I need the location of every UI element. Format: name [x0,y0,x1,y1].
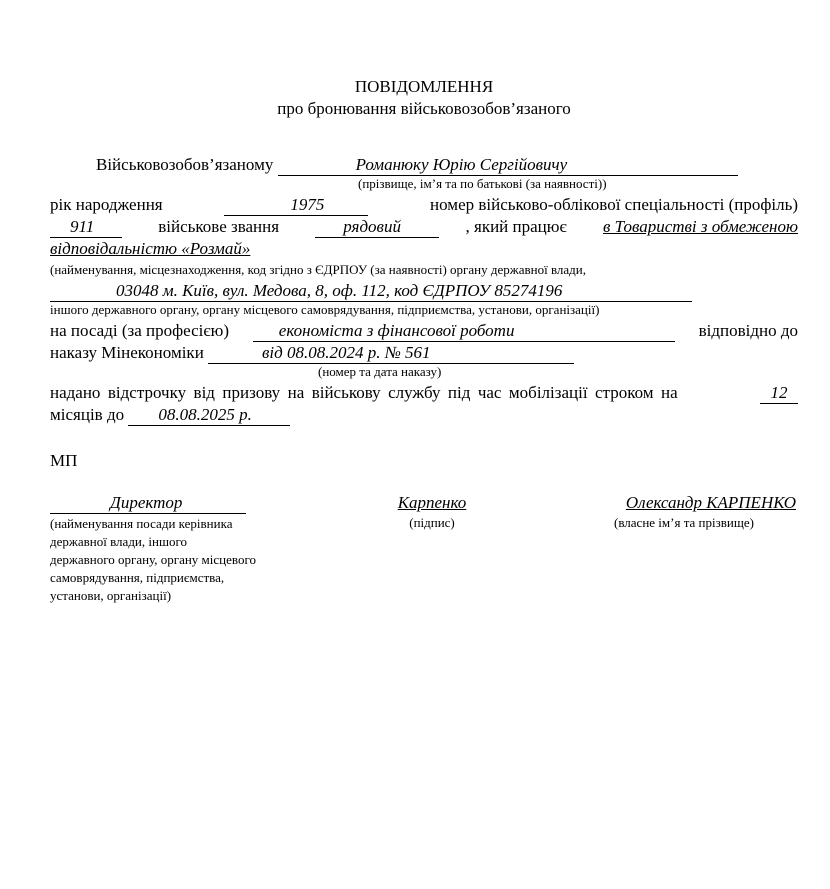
employer-line1: в Товаристві з обмеженою [602,217,798,236]
position-label: на посаді (за професією) [50,321,230,340]
recipient-label: Військовозобов’язаному [96,155,274,174]
order-hint: (номер та дата наказу) [318,364,442,379]
recipient-name-hint: (прізвище, ім’я та по батькові (за наявності)) [358,176,607,191]
works-label: , який працює [465,217,567,236]
org-hint-2: іншого державного органу, органу місцевого самоврядування, підприємства, установи, організації) [50,302,600,317]
signature-hint: (підпис) [409,515,455,530]
order-label: наказу Мінекономіки [50,343,204,362]
signatory-position-hint [50,515,256,605]
deferral-until-line [50,405,290,426]
rank-value: рядовий [315,217,439,238]
recipient-name: Романюку Юрію Сергійовичу [278,155,738,176]
org-hint-1: (найменування, місцезнаходження, код згідно з ЄДРПОУ (за наявності) органу державної влади, [50,262,586,277]
birth-line [50,195,798,216]
signatory-full-name: Олександр КАРПЕНКО [625,493,796,512]
recipient-line [96,155,738,176]
document-subtitle: про бронювання військовозобов’язаного [277,99,571,118]
rank-label: військове звання [158,217,280,236]
deferral-text: надано відстрочку від призову на військову службу під час мобілізації строком на [50,383,678,402]
stamp-label: МП [50,451,78,470]
employer-line2: відповідальністю «Розмай» [50,239,251,258]
org-address: 03048 м. Київ, вул. Медова, 8, оф. 112, код ЄДРПОУ 85274196 [50,281,692,302]
birth-label: рік народження [50,195,163,214]
signatory-full-name-hint: (власне ім’я та прізвище) [614,515,754,530]
until-date: 08.08.2025 р. [128,405,290,426]
position-line [50,321,798,342]
specialty-label: номер військово-облікової спеціальності (профіль) [430,195,798,214]
position-hint-line: установи, організації) [50,588,172,603]
org-address-line [50,281,692,302]
signatory-position: Директор [50,493,246,514]
position-hint-line: (найменування посади керівника [50,516,233,531]
order-value: від 08.08.2024 р. № 561 [208,343,574,364]
birth-year: 1975 [224,195,368,216]
position-hint-line: державного органу, органу місцевого [50,552,256,567]
deferral-months: 12 [760,383,798,404]
position-hint-line: державної влади, іншого [50,534,187,549]
signatory-position-line [50,493,246,514]
until-label: місяців до [50,405,125,424]
rank-line [50,217,798,238]
position-value: економіста з фінансової роботи [253,321,675,342]
according-label: відповідно до [698,321,798,340]
signature: Карпенко [397,493,467,512]
specialty-number: 911 [50,217,122,238]
order-line [50,343,574,364]
document-title: ПОВІДОМЛЕННЯ [354,77,494,96]
deferral-line [50,383,798,404]
position-hint-line: самоврядування, підприємства, [50,570,225,585]
